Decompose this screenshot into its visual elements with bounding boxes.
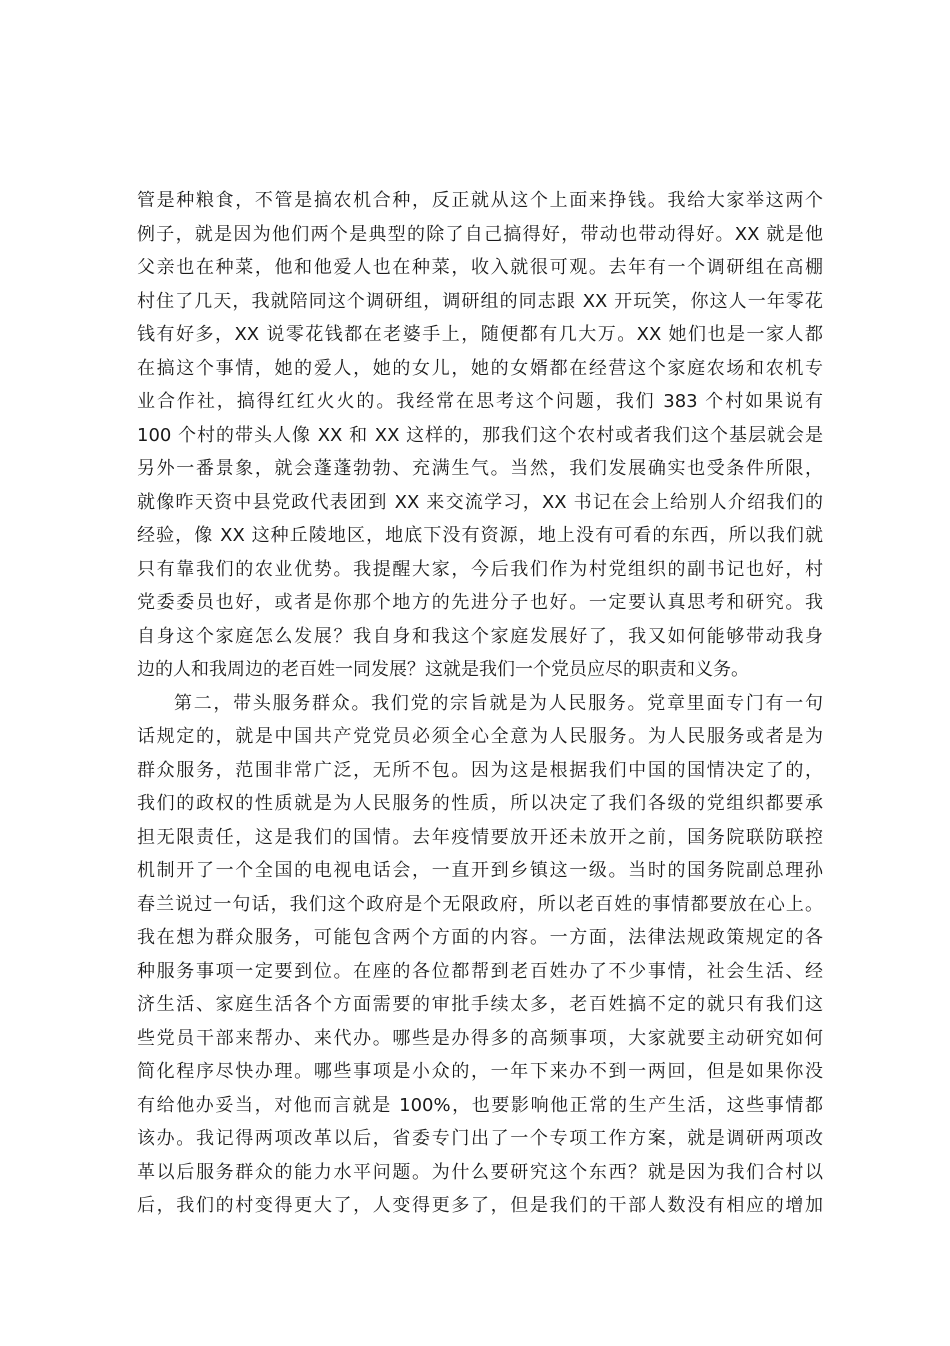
text-line: 例子，就是因为他们两个是典型的除了自己搞得好，带动也带动得好。XX 就是他 bbox=[137, 223, 823, 245]
text-line: 另外一番景象，就会蓬蓬勃勃、充满生气。当然，我们发展确实也受条件所限， bbox=[137, 458, 823, 479]
text-line: 该办。我记得两项改革以后，省委专门出了一个专项工作方案，就是调研两项改 bbox=[137, 1128, 823, 1149]
text-line: 群众服务，范围非常广泛，无所不包。因为这是根据我们中国的国情决定了的， bbox=[137, 759, 823, 781]
document-body bbox=[137, 184, 823, 1223]
text-line: 只有靠我们的农业优势。我提醒大家，今后我们作为村党组织的副书记也好，村 bbox=[137, 558, 823, 580]
text-line: 我在想为群众服务，可能包含两个方面的内容。一方面，法律法规政策规定的各 bbox=[137, 927, 823, 948]
text-line: 业合作社，搞得红红火火的。我经常在思考这个问题，我们 383 个村如果说有 bbox=[137, 391, 823, 412]
text-line: 种服务事项一定要到位。在座的各位都帮到老百姓办了不少事情，社会生活、经 bbox=[137, 960, 823, 982]
text-line: 在搞这个事情，她的爱人，她的女儿，她的女婿都在经营这个家庭农场和农机专 bbox=[137, 357, 823, 379]
text-line: 自身这个家庭怎么发展？我自身和我这个家庭发展好了，我又如何能够带动我身 bbox=[137, 625, 823, 647]
text-line: 后，我们的村变得更大了，人变得更多了，但是我们的干部人数没有相应的增加 bbox=[137, 1195, 823, 1216]
text-line: 简化程序尽快办理。哪些事项是小众的，一年下来办不到一两回，但是如果你没 bbox=[137, 1061, 823, 1082]
text-line: 党委委员也好，或者是你那个地方的先进分子也好。一定要认真思考和研究。我 bbox=[137, 592, 823, 613]
text-line: 村住了几天，我就陪同这个调研组，调研组的同志跟 XX 开玩笑，你这人一年零花 bbox=[137, 290, 823, 312]
text-line: 父亲也在种菜，他和他爱人也在种菜，收入就很可观。去年有一个调研组在高棚 bbox=[137, 257, 823, 278]
text-line: 有给他办妥当，对他而言就是 100%，也要影响他正常的生产生活，这些事情都 bbox=[137, 1094, 823, 1116]
text-line: 担无限责任，这是我们的国情。去年疫情要放开还未放开之前，国务院联防联控 bbox=[137, 826, 823, 848]
text-line: 第二，带头服务群众。我们党的宗旨就是为人民服务。党章里面专门有一句 bbox=[174, 692, 823, 714]
text-line: 就像昨天资中县党政代表团到 XX 来交流学习，XX 书记在会上给别人介绍我们的 bbox=[137, 491, 823, 513]
text-line: 钱有好多，XX 说零花钱都在老婆手上，随便都有几大万。XX 她们也是一家人都 bbox=[137, 324, 823, 345]
text-line: 机制开了一个全国的电视电话会，一直开到乡镇这一级。当时的国务院副总理孙 bbox=[137, 860, 823, 881]
text-line: 经验，像 XX 这种丘陵地区，地底下没有资源，地上没有可看的东西，所以我们就 bbox=[137, 525, 823, 546]
text-line: 边的人和我周边的老百姓一同发展？这就是我们一个党员应尽的职责和义务。 bbox=[137, 659, 749, 680]
text-line: 管是种粮食，不管是搞农机合种，反正就从这个上面来挣钱。我给大家举这两个 bbox=[137, 190, 823, 211]
text-line: 话规定的，就是中国共产党党员必须全心全意为人民服务。为人民服务或者是为 bbox=[137, 726, 823, 747]
text-line: 100 个村的带头人像 XX 和 XX 这样的，那我们这个农村或者我们这个基层就会是 bbox=[137, 424, 823, 446]
text-line: 些党员干部来帮办、来代办。哪些是办得多的高频事项，大家就要主动研究如何 bbox=[137, 1027, 823, 1049]
text-line: 革以后服务群众的能力水平问题。为什么要研究这个东西？就是因为我们合村以 bbox=[137, 1161, 823, 1183]
text-line: 我们的政权的性质就是为人民服务的性质，所以决定了我们各级的党组织都要承 bbox=[137, 793, 823, 814]
paragraph-2 bbox=[137, 687, 823, 1223]
paragraph-1 bbox=[137, 184, 823, 687]
text-line: 春兰说过一句话，我们这个政府是个无限政府，所以老百姓的事情都要放在心上。 bbox=[137, 893, 823, 915]
text-line: 济生活、家庭生活各个方面需要的审批手续太多，老百姓搞不定的就只有我们这 bbox=[137, 994, 823, 1015]
